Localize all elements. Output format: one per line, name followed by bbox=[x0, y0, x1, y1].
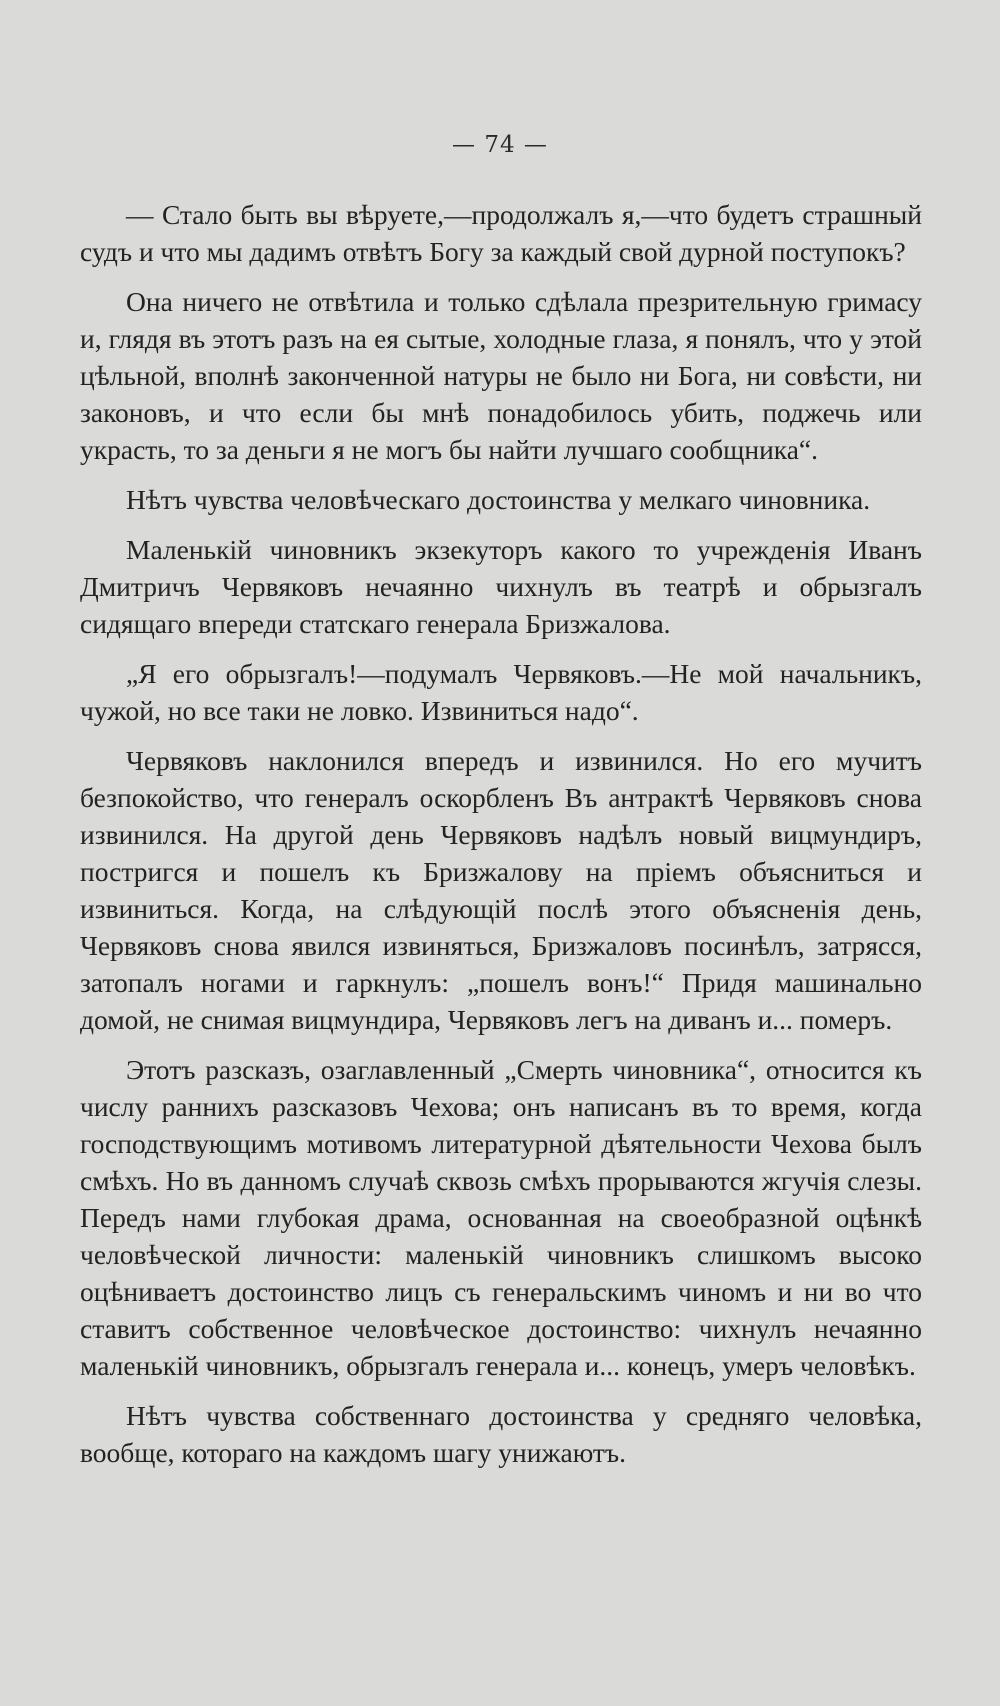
paragraph: Червяковъ наклонился впередъ и извинился. Но его мучитъ безпокойство, что генералъ оскорбленъ Въ антрактѣ Червяковъ снова извинился. На другой день Червяковъ надѣлъ новый вицмундиръ, постригся и пошелъ къ Бризжалову на пріемъ объясниться и извиниться. Когда, на слѣдующій послѣ этого объясненія день, Червяковъ снова явился извиняться, Бризжаловъ посинѣлъ, затрясся, затопалъ ногами и гаркнулъ: „пошелъ вонъ!“ Придя машинально домой, не снимая вицмундира, Червяковъ легъ на диванъ и... померъ. bbox=[80, 745, 922, 1035]
page-number: — 74 — bbox=[452, 132, 548, 158]
paragraph: — Стало быть вы вѣруете,—продолжалъ я,—что будетъ страшный судъ и что мы дадимъ отвѣтъ Богу за каждый свой дурной поступокъ? bbox=[80, 199, 922, 267]
paragraph: Маленькій чиновникъ экзекуторъ какого то учрежденія Иванъ Дмитричъ Червяковъ нечаянно чихнулъ въ театрѣ и обрызгалъ сидящаго впереди статскаго генерала Бризжалова. bbox=[80, 534, 922, 639]
paragraph: Нѣтъ чувства человѣческаго достоинства у мелкаго чиновника. bbox=[126, 484, 871, 515]
paragraph: „Я его обрызгалъ!—подумалъ Червяковъ.—Не мой начальникъ, чужой, но все таки не ловко. Извиниться надо“. bbox=[80, 658, 922, 726]
paragraph: Нѣтъ чувства собственнаго достоинства у средняго человѣка, вообще, котораго на каждомъ шагу унижаютъ. bbox=[80, 1400, 922, 1468]
paragraph: Она ничего не отвѣтила и только сдѣлала презрительную гримасу и, глядя въ этотъ разъ на ея сытые, холодные глаза, я понялъ, что у этой цѣльной, вполнѣ законченной натуры не было ни Бога, ни совѣсти, ни законовъ, и что если бы мнѣ понадобилось убить, поджечь или украсть, то за деньги я не могъ бы найти лучшаго сообщника“. bbox=[80, 286, 922, 465]
paragraph: Этотъ разсказъ, озаглавленный „Смерть чиновника“, относится къ числу раннихъ разсказовъ Чехова; онъ написанъ въ то время, когда господствующимъ мотивомъ литературной дѣятельности Чехова былъ смѣхъ. Но въ данномъ случаѣ сквозь смѣхъ прорываются жгучія слезы. Передъ нами глубокая драма, основанная на своеобразной оцѣнкѣ человѣческой личности: маленькій чиновникъ слишкомъ высоко оцѣниваетъ достоинство лицъ съ генеральскимъ чиномъ и ни во что ставитъ собственное человѣческое достоинство: чихнулъ нечаянно маленькій чиновникъ, обрызгалъ генерала и... конецъ, умеръ человѣкъ. bbox=[80, 1054, 922, 1381]
body-text bbox=[80, 196, 922, 1484]
